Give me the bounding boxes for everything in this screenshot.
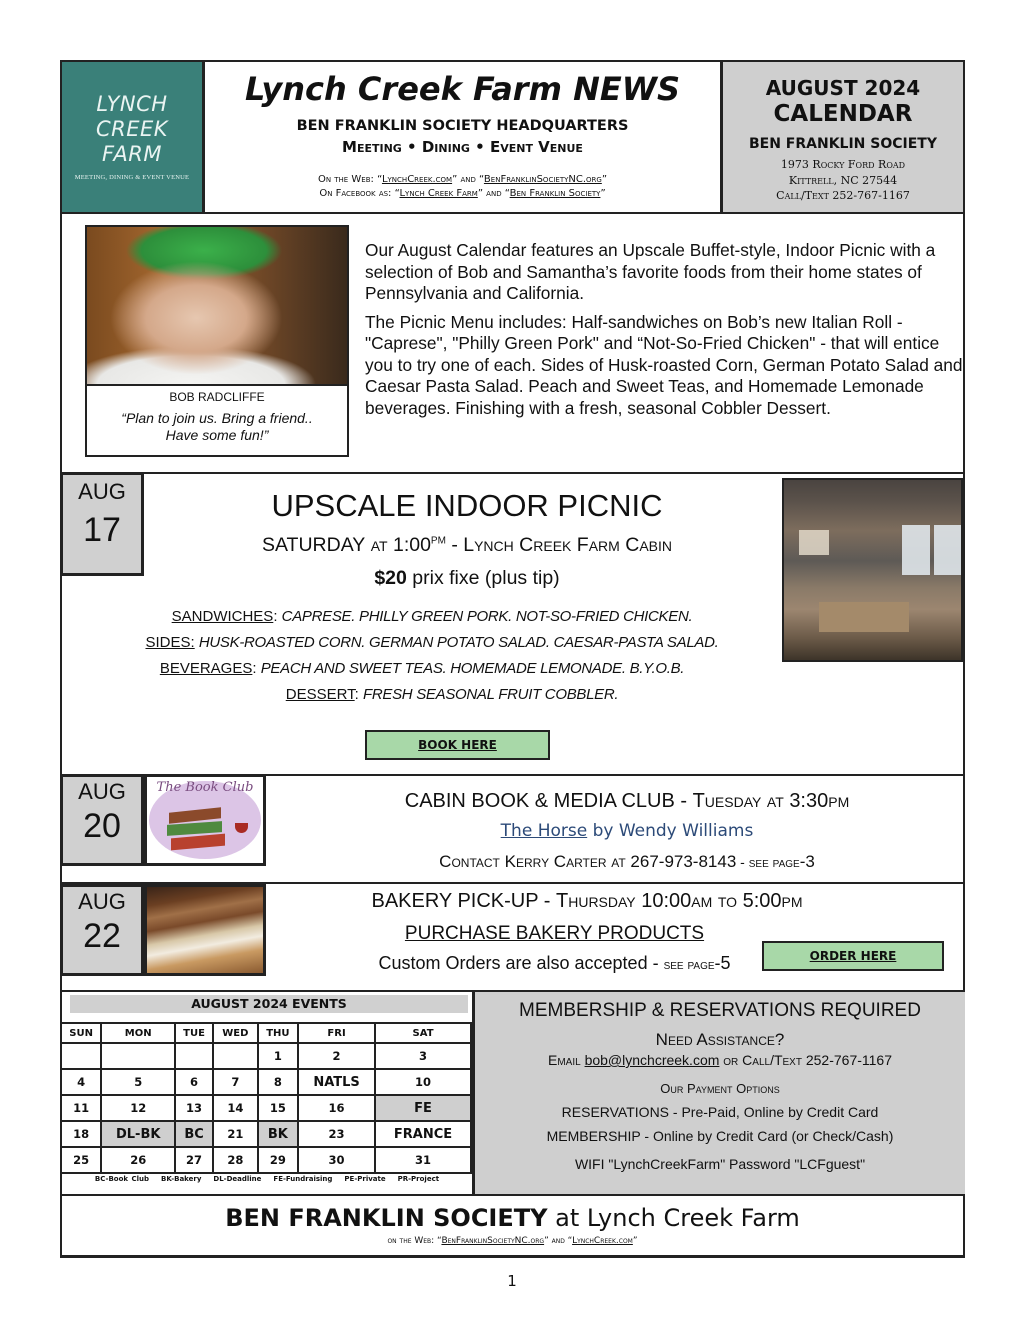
page-ref: -5 — [714, 953, 731, 973]
legend-item: BK-Bakery — [161, 1175, 202, 1183]
lynchcreek-link[interactable]: LynchCreek.com — [381, 174, 453, 185]
see-page: - see page — [736, 854, 800, 870]
facebook-line — [205, 187, 720, 201]
book-club-image-text: The Book Club — [156, 780, 254, 795]
newsletter-title: Lynch Creek Farm NEWS — [244, 70, 681, 108]
menu-items: PEACH AND SWEET TEAS. HOMEMADE LEMONADE. B.Y.O.B. — [260, 660, 685, 677]
book-author: by Wendy Williams — [587, 821, 754, 841]
menu-sep: : — [252, 660, 261, 677]
calendar-day-header: TUE — [175, 1023, 213, 1043]
calendar-table — [62, 1022, 472, 1174]
title-time: 3:30 — [789, 790, 829, 812]
calendar-cell: 29 — [258, 1147, 298, 1173]
menu-sep: : — [354, 686, 363, 703]
menu-items: FRESH SEASONAL FRUIT COBBLER. — [363, 686, 619, 703]
calendar-cell: 11 — [62, 1095, 101, 1121]
custom-orders-note — [292, 953, 817, 974]
calendar-cell: 13 — [175, 1095, 213, 1121]
book-club-image — [144, 774, 266, 866]
title-main: BAKERY PICK-UP - — [371, 890, 556, 912]
order-here-button[interactable]: ORDER HERE — [762, 941, 944, 971]
calendar-cell: 12 — [101, 1095, 175, 1121]
bottom-section — [60, 992, 965, 1196]
see-page: see page — [663, 956, 715, 972]
calendar-cell: 8 — [258, 1069, 298, 1095]
menu-label: SIDES: — [145, 634, 195, 651]
event-at: at — [365, 534, 393, 556]
membership-heading: MEMBERSHIP & RESERVATIONS REQUIRED — [519, 1000, 921, 1021]
reservations-payment: RESERVATIONS - Pre-Paid, Online by Credit Card — [561, 1104, 879, 1120]
event-title — [292, 890, 882, 913]
footer-web-prefix: on the Web: “ — [387, 1236, 442, 1246]
event-title — [292, 790, 962, 813]
footer-lynchcreek-link[interactable]: LynchCreek.com — [572, 1236, 633, 1246]
footer-title — [62, 1204, 963, 1232]
title-start: 10:00 — [641, 890, 692, 912]
email-label: Email — [547, 1052, 585, 1068]
events-calendar — [62, 992, 475, 1194]
event-ampm: PM — [430, 535, 446, 547]
calendar-day-header: MON — [101, 1023, 175, 1043]
event-aug-22 — [60, 884, 965, 992]
date-month: AUG — [78, 479, 126, 504]
fb-prefix: On Facebook as: “ — [319, 188, 400, 199]
legend-item: PE-Private — [344, 1175, 386, 1183]
venue-subtitle: Meeting • Dining • Event Venue — [342, 138, 583, 156]
event-price — [152, 567, 782, 590]
intro-paragraph-1: Our August Calendar features an Upscale Buffet-style, Indoor Picnic with a selection of Bob and Samantha’s favorite foods from their home states of Pennsylvania and California. — [365, 240, 936, 303]
calendar-cell: 1 — [258, 1043, 298, 1069]
calendar-cell: 26 — [101, 1147, 175, 1173]
web-suffix: ” — [601, 174, 608, 185]
calendar-cell: FE — [375, 1095, 471, 1121]
calendar-cell: BC — [175, 1121, 213, 1147]
calendar-week — [62, 1043, 471, 1069]
web-links — [205, 173, 720, 201]
email-link[interactable]: bob@lynchcreek.com — [584, 1052, 720, 1068]
calendar-cell: 10 — [375, 1069, 471, 1095]
legend-item: PR-Project — [397, 1175, 440, 1183]
footer-web-mid: ” and “ — [544, 1236, 573, 1246]
calendar-cell: 2 — [298, 1043, 375, 1069]
event-aug-17 — [60, 474, 965, 776]
calendar-cell: 28 — [213, 1147, 258, 1173]
fb-suffix: ” — [600, 188, 606, 199]
book-here-button[interactable]: BOOK HERE — [365, 730, 550, 760]
need-assistance: Need Assistance? — [655, 1030, 785, 1049]
membership-payment: MEMBERSHIP - Online by Credit Card (or Check/Cash) — [546, 1128, 894, 1144]
host-card — [85, 225, 349, 457]
date-day: 20 — [83, 807, 121, 845]
calendar-cell: FRANCE — [375, 1121, 471, 1147]
title-main: CABIN BOOK & MEDIA CLUB - — [404, 790, 693, 812]
book-title-link[interactable]: The Horse — [500, 821, 588, 841]
contact-label: Contact Kerry Carter at — [439, 852, 631, 871]
calendar-week — [62, 1147, 471, 1173]
calendar-cell: 4 — [62, 1069, 101, 1095]
footer-web-suffix: ” — [632, 1236, 638, 1246]
calendar-cell: DL-BK — [101, 1121, 175, 1147]
benfranklinsociety-link[interactable]: BenFranklinSocietyNC.org — [483, 174, 602, 185]
legend-item: FE-Fundraising — [273, 1175, 333, 1183]
calendar-cell: 21 — [213, 1121, 258, 1147]
custom-text: Custom Orders are also accepted - — [378, 953, 664, 973]
calendar-week — [62, 1121, 471, 1147]
price-amount: $20 — [374, 567, 407, 589]
calendar-month: AUGUST 2024 — [765, 76, 921, 100]
calendar-day-header: WED — [213, 1023, 258, 1043]
web-mid: ” and “ — [452, 174, 484, 185]
calendar-info-box — [723, 62, 963, 212]
calendar-day-header: THU — [258, 1023, 298, 1043]
newsletter-header — [60, 60, 965, 214]
legend-item: BC-Book Club — [94, 1175, 150, 1183]
membership-phone: 252-767-1167 — [805, 1052, 893, 1068]
or-call-text: or Call/Text — [719, 1052, 806, 1068]
page-number: 1 — [507, 1272, 517, 1290]
calendar-label: CALENDAR — [773, 101, 913, 127]
payment-options-heading: Our Payment Options — [660, 1081, 780, 1096]
event-place: - Lynch Creek Farm Cabin — [445, 534, 673, 556]
calendar-cell: 7 — [213, 1069, 258, 1095]
intro-paragraph-2: The Picnic Menu includes: Half-sandwiches on Bob’s new Italian Roll -"Caprese", "Philly Green Pork" and “Not-So-Fried Chicken" - that will entice you to try one of each. Sides of Husk-roasted Corn, German Potato Salad and Caesar Pasta Salad. Peach and Sweet Teas, and Homemade Lemonade beverages. Finishing with a fresh, seasonal Cobbler Dessert. — [365, 311, 963, 418]
date-day: 17 — [83, 511, 121, 549]
title-day: Thursday — [556, 890, 642, 912]
calendar-cell: 5 — [101, 1069, 175, 1095]
masthead — [205, 62, 723, 212]
date-badge — [60, 884, 144, 976]
menu-beverages — [72, 660, 772, 677]
logo-line-2: CREEK — [95, 117, 169, 141]
calendar-week — [62, 1095, 471, 1121]
contact-phone: 267-973-8143 — [630, 852, 737, 871]
date-month: AUG — [78, 779, 126, 804]
purchase-bakery-link[interactable]: PURCHASE BAKERY PRODUCTS — [404, 923, 705, 944]
menu-dessert — [102, 686, 802, 703]
headquarters-subtitle: BEN FRANKLIN SOCIETY HEADQUARTERS — [296, 118, 629, 134]
event-time-place — [152, 534, 782, 557]
footer-benfranklin-link[interactable]: BenFranklinSocietyNC.org — [441, 1236, 545, 1246]
footer-web-links — [62, 1236, 963, 1246]
calendar-week — [62, 1069, 471, 1095]
contact-phone: Call/Text 252-767-1167 — [776, 189, 910, 202]
legend-item: DL-Deadline — [213, 1175, 262, 1183]
calendar-cell: 14 — [213, 1095, 258, 1121]
calendar-title: AUGUST 2024 EVENTS — [70, 995, 468, 1013]
bread-photo — [144, 884, 266, 976]
menu-sandwiches — [82, 608, 782, 625]
footer-title-bold: BEN FRANKLIN SOCIETY — [225, 1204, 548, 1232]
calendar-cell: 27 — [175, 1147, 213, 1173]
host-name: BOB RADCLIFFE — [169, 390, 265, 404]
menu-items: HUSK-ROASTED CORN. GERMAN POTATO SALAD. CAESAR-PASTA SALAD. — [198, 634, 719, 651]
address-block — [723, 157, 963, 204]
address-line-1: 1973 Rocky Ford Road — [780, 158, 906, 171]
calendar-cell: 16 — [298, 1095, 375, 1121]
calendar-cell — [62, 1043, 101, 1069]
price-text: prix fixe (plus tip) — [406, 567, 560, 589]
host-quote — [87, 410, 347, 444]
calendar-day-header: FRI — [298, 1023, 375, 1043]
date-badge — [60, 774, 144, 866]
quote-line-2: Have some fun!” — [165, 427, 269, 443]
calendar-legend — [62, 1175, 472, 1183]
event-aug-20 — [60, 776, 965, 884]
featured-book — [292, 821, 962, 841]
calendar-cell: 18 — [62, 1121, 101, 1147]
host-photo — [87, 227, 347, 386]
calendar-cell — [175, 1043, 213, 1069]
calendar-cell: 31 — [375, 1147, 471, 1173]
web-prefix: On the Web: “ — [317, 174, 382, 185]
menu-label: DESSERT — [285, 686, 355, 703]
logo-line-3: FARM — [102, 142, 162, 166]
title-am: am to — [691, 890, 743, 912]
menu-label: SANDWICHES — [171, 608, 274, 625]
calendar-cell: 25 — [62, 1147, 101, 1173]
membership-box — [475, 992, 965, 1194]
calendar-cell: BK — [258, 1121, 298, 1147]
newsletter-footer — [60, 1196, 965, 1258]
calendar-cell — [213, 1043, 258, 1069]
calendar-day-header: SAT — [375, 1023, 471, 1043]
fb-mid: ” and “ — [477, 188, 510, 199]
lynch-creek-farm-logo — [62, 62, 205, 212]
event-contact — [292, 852, 962, 872]
menu-items: CAPRESE. PHILLY GREEN PORK. NOT-SO-FRIED CHICKEN. — [281, 608, 693, 625]
event-title: UPSCALE INDOOR PICNIC — [271, 488, 663, 523]
logo-line-1: LYNCH — [96, 92, 168, 116]
footer-title-plain: at Lynch Creek Farm — [547, 1204, 800, 1232]
organization-name: BEN FRANKLIN SOCIETY — [748, 136, 937, 152]
dining-room-photo — [782, 478, 963, 662]
date-day: 22 — [83, 917, 121, 955]
menu-sides — [62, 634, 802, 651]
date-badge — [60, 472, 144, 576]
page-ref: -3 — [799, 852, 815, 871]
calendar-cell: 6 — [175, 1069, 213, 1095]
address-line-2: Kittrell, NC 27544 — [788, 173, 898, 187]
title-ampm: pm — [828, 790, 850, 812]
website-line — [205, 173, 720, 187]
intro-section — [60, 214, 965, 474]
calendar-day-header: SUN — [62, 1023, 101, 1043]
title-day: Tuesday at — [692, 790, 790, 812]
facebook-lynch-creek-link[interactable]: Lynch Creek Farm — [399, 188, 478, 199]
date-month: AUG — [78, 889, 126, 914]
menu-label: BEVERAGES — [159, 660, 253, 677]
logo-tagline: MEETING, DINING & EVENT VENUE — [74, 174, 190, 181]
event-day: SATURDAY — [261, 534, 366, 556]
calendar-cell: 23 — [298, 1121, 375, 1147]
wifi-info: WIFI "LynchCreekFarm" Password "LCFguest" — [574, 1156, 866, 1172]
calendar-cell: 3 — [375, 1043, 471, 1069]
facebook-ben-franklin-link[interactable]: Ben Franklin Society — [509, 188, 601, 199]
event-time: 1:00 — [392, 534, 431, 556]
contact-line — [475, 1052, 965, 1068]
calendar-cell: 30 — [298, 1147, 375, 1173]
menu-sep: : — [273, 608, 282, 625]
title-end: 5:00 — [742, 890, 782, 912]
quote-line-1: “Plan to join us. Bring a friend.. — [121, 410, 313, 426]
calendar-cell — [101, 1043, 175, 1069]
intro-text — [365, 240, 965, 419]
calendar-cell: 15 — [258, 1095, 298, 1121]
calendar-cell: NATLS — [298, 1069, 375, 1095]
title-pm: pm — [781, 890, 803, 912]
